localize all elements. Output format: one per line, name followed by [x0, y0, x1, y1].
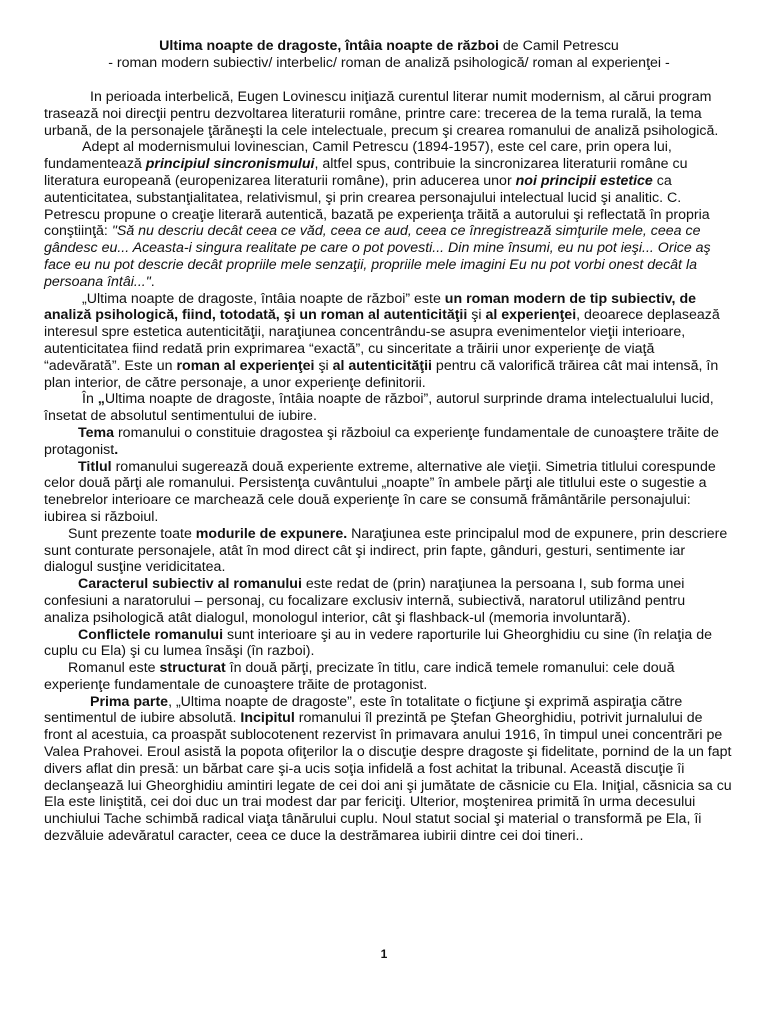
emphasis: Titlul: [78, 458, 112, 475]
emphasis: principiul sincronismului: [145, 156, 315, 173]
text-run: şi: [467, 307, 486, 324]
emphasis: roman al experienţei: [176, 357, 315, 374]
emphasis: noi principii estetice: [515, 172, 653, 189]
paragraph-moduri-expunere: [44, 526, 734, 576]
text-run: .: [150, 273, 155, 290]
paragraph-intro: In perioada interbelică, Eugen Lovinescu iniţiază curentul literar numit modernism, al cărui program trasează noi direcţii pentru dezvoltarea literaturii române, printre care: trecerea de la tema rurală, la tema urbană, de la personajele ţărăneşti la cele intelectuale, precum şi crearea romanului de analiză psihologică.: [44, 89, 719, 139]
text-run: , altfel spus, contribuie la sincronizarea literaturii române cu literatura europeană (europenizarea literaturii române), prin aducerea unor: [44, 156, 688, 189]
text-run: , deoarece deplasează interesul spre estetica autenticităţii, naraţiunea concentrându-se asupra evenimentelor vieţii interioare, autenticitatea fiind redată prin exprimarea “exactă”, cu sinceritate a trăirii unor experienţe de viaţă “adevărată”. Este un: [44, 307, 720, 374]
emphasis: modurile de expunere.: [195, 525, 348, 542]
text-run: Sunt prezente toate: [68, 525, 196, 542]
paragraph-caracter-subiectiv: [44, 576, 734, 626]
document-title: [44, 38, 734, 55]
document-subtitle: - roman modern subiectiv/ interbelic/ roman de analiză psihologică/ roman al experienţei -: [108, 55, 670, 71]
paragraph-drama: [44, 391, 734, 425]
text-run: În: [82, 391, 98, 408]
text-run: sunt interioare şi au in vedere raporturile lui Gheorghidiu cu sine (în relaţia de cuplu cu Ela) şi cu lumea însăşi (în razboi).: [44, 626, 712, 660]
quote: "Să nu descriu decât ceea ce văd, ceea ce aud, ceea ce înregistrează simţurile mele, ceea ce gândesc eu... Aceasta-i singura realitate pe care o pot povesti... Din mine însumi, eu nu pot ieşi... Orice aş face eu nu pot descrie decât propriile mele senzaţii, propriile mele imagini Eu nu pot vorbi onest decât la persoana întâi...": [44, 223, 711, 290]
text-run: Ultima noapte de dragoste, întâia noapte de război”, autorul surprinde drama intelectualului lucid, însetat de absolutul sentimentului de iubire.: [44, 391, 714, 425]
paragraph-roman-modern: [44, 291, 734, 392]
emphasis: Prima parte: [90, 693, 169, 710]
page-number: 1: [380, 947, 388, 961]
text-run: , „Ultima noapte de dragoste”, este în totalitate o ficţiune şi exprimă aspiraţia către sentimentul de iubire absolută.: [44, 693, 683, 727]
paragraph-conflicte: [44, 627, 734, 661]
emphasis: Incipitul: [240, 710, 295, 727]
title-author: de Camil Petrescu: [498, 38, 619, 54]
paragraph-tema: [44, 425, 734, 459]
document-page: [44, 38, 734, 845]
text-run: Romanul este: [68, 660, 160, 677]
text-run: romanului o constituie dragostea şi războiul ca experienţe fundamentale de cunoaştere trăite de protagonist: [44, 424, 719, 458]
text-run: romanului sugerează două experiente extreme, alternative ale vieţii. Simetria titlului corespunde celor două părţi ale romanului. Persistenţa cuvântului „noapte” în ambele părţi ale titlului este o sugestie a tenebrelor interioare ce marchează cele două experienţe în care se consumă frământările personajului: iubirea si războiul.: [44, 458, 716, 525]
paragraph-structura: [44, 660, 734, 694]
text-run: pentru că valorifică trăirea cât mai intensă, în plan interior, de către personaje, a unor experienţe definitorii.: [44, 357, 719, 391]
text-run: Naraţiunea este principalul mod de expunere, prin descriere sunt conturate personajele, atât în mod direct cât şi indirect, prin fapte, gânduri, gesturi, sentimente iar dialogul susţine veridicitatea.: [44, 525, 728, 576]
text-run: ca autenticitatea, substanţialitatea, relativismul, şi prin crearea personajului intelectual lucid şi analitic. C. Petrescu propune o creaţie literară autentică, bazată pe experienţa trăită a autorului şi reflectată în propria conştiinţă:: [44, 172, 710, 240]
text-run: Adept al modernismului lovinescian, Camil Petrescu (1894-1957), este cel care, prin opera lui, fundamentează: [44, 139, 672, 173]
emphasis: un roman modern de tip subiectiv, de analiză psihologică, fiind, totodată, şi un roman al autenticităţii: [44, 290, 697, 324]
emphasis: al experienţei: [485, 307, 577, 324]
emphasis: .: [114, 441, 119, 458]
emphasis: al autenticităţii: [332, 357, 432, 374]
title-bold: Ultima noapte de dragoste, întâia noapte de război: [159, 38, 499, 54]
emphasis: structurat: [159, 660, 226, 677]
emphasis: Tema: [78, 424, 115, 441]
emphasis: Conflictele romanului: [78, 626, 224, 643]
paragraph-titlul: [44, 459, 734, 526]
paragraph-lovinescu: [44, 139, 734, 290]
text-run: în două părţi, precizate în titlu, care indică temele romanului: cele două experienţe fundamentale de cunoaştere trăite de protagonist.: [44, 660, 675, 693]
text-run: este redat de (prin) naraţiunea la persoana I, sub forma unei confesiuni a naratorului – personaj, cu focalizare exclusiv internă, subiectivă, naratorul utilizând pentru analiza psihologică atât dialogul, monologul interior, cât şi flashback-ul (memoria involuntară).: [44, 576, 686, 626]
text-run: romanului îl prezintă pe Ştefan Gheorghidiu, potrivit jurnalului de front al acestuia, ca proaspăt sublocotenent rezervist în primavara anului 1916, în timpul unei concentrări pe Valea Prahovei. Eroul asistă la popota ofiţerilor la o discuţie despre dragoste şi fidelitate, pornind de la un fapt divers aflat din presă: un bărbat care şi-a ucis soţia infidelă a fost achitat la tribunal. Această discuţie îi declanşează lui Gheorghidiu amintiri legate de cei doi ani şi jumătate de căsnicie cu Ela. Iniţial, căsnicia sa cu Ela este liniştită, cei doi duc un trai modest dar par fericiţi. Ulterior, moştenirea primită în urma decesului unchiului Tache schimbă radical viaţa tânărului cuplu. Noul statut social şi material o transformă pe Ela, îi dezvăluie adevăratul caracter, ceea ce duce la destrămarea iubirii dintre cei doi tineri..: [44, 710, 732, 845]
emphasis: „: [97, 391, 105, 408]
text-run: şi: [314, 357, 333, 374]
emphasis: Caracterul subiectiv al romanului: [78, 576, 302, 593]
paragraph-prima-parte: [44, 694, 734, 845]
text-run: „Ultima noapte de dragoste, întâia noapte de război” este: [82, 290, 445, 307]
